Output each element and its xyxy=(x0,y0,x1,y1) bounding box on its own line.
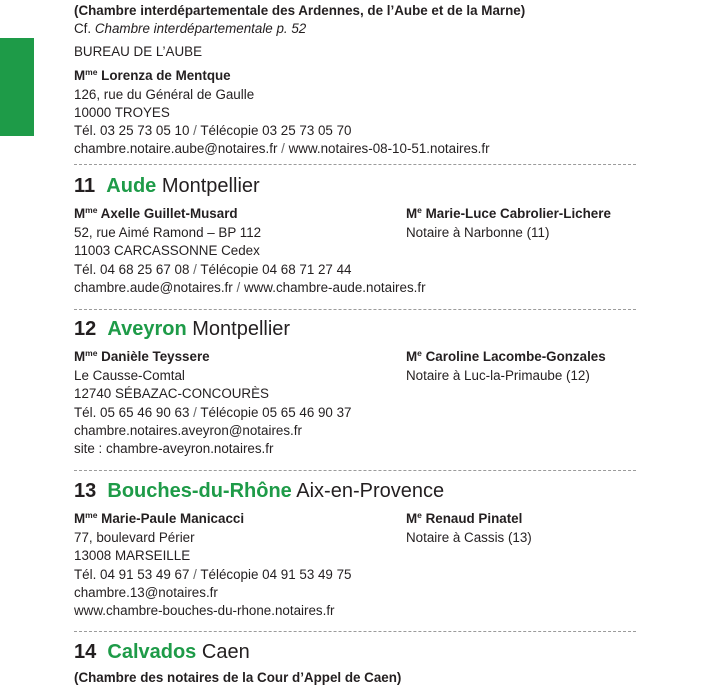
address-line: 10000 TROYES xyxy=(74,105,170,121)
section-heading: 13 Bouches-du-Rhône Aix-en-Provence xyxy=(74,480,445,502)
delegate-name: Me Renaud Pinatel xyxy=(406,510,523,526)
entry-aube-continued xyxy=(74,2,640,159)
phone-fax: Tél. 04 68 25 67 08 / Télécopie 04 68 71 27 44 xyxy=(74,261,352,277)
delegate-role: Notaire à Luc-la-Primaube (12) xyxy=(406,368,590,384)
section-tab-marker xyxy=(0,38,34,136)
chamber-note: (Chambre des notaires de la Cour d’Appel de Caen) xyxy=(74,670,402,685)
delegate-role: Notaire à Narbonne (11) xyxy=(406,225,550,241)
section-heading: 14 Calvados Caen xyxy=(74,641,250,663)
chamber-note: (Chambre interdépartementale des Ardennes, de l’Aube et de la Marne) xyxy=(74,3,526,18)
section-heading: 11 Aude Montpellier xyxy=(74,175,260,197)
divider xyxy=(74,470,636,471)
entry-bouches-du-rhone xyxy=(74,479,640,620)
entry-aveyron xyxy=(74,317,640,458)
email-link[interactable]: chambre.notaire.aube@notaires.fr xyxy=(74,141,278,157)
address-line: 13008 MARSEILLE xyxy=(74,548,191,564)
address-line: 77, boulevard Périer xyxy=(74,530,195,546)
divider xyxy=(74,631,636,632)
address-line: 126, rue du Général de Gaulle xyxy=(74,86,255,102)
entry-calvados xyxy=(74,640,640,687)
bureau-label: BUREAU DE L’AUBE xyxy=(74,44,202,60)
delegate-role: Notaire à Cassis (13) xyxy=(406,530,532,546)
president-name: $M^{me}$ Marie-Paule Manicacci xyxy=(74,510,245,526)
president-name: $M^{me}$ Axelle Guillet-Musard xyxy=(74,205,238,221)
delegate-name: Me Caroline Lacombe-Gonzales xyxy=(406,348,606,364)
delegate-name: Me Marie-Luce Cabrolier-Lichere xyxy=(406,205,611,221)
phone-fax: Tél. 05 65 46 90 63 / Télécopie 05 65 46 90 37 xyxy=(74,404,352,420)
address-line: 11003 CARCASSONNE Cedex xyxy=(74,243,260,259)
president-name: $M^{me}$ Danièle Teyssere xyxy=(74,348,210,364)
cross-reference: Cf. Chambre interdépartementale p. 52 xyxy=(74,21,307,37)
address-line: Le Causse-Comtal xyxy=(74,368,185,384)
president-name: $M^{me}$ Lorenza de Mentque xyxy=(74,66,231,83)
divider xyxy=(74,309,636,310)
website-link[interactable]: www.chambre-aude.notaires.fr xyxy=(243,279,426,295)
entry-aude xyxy=(74,174,640,297)
address-line: 12740 SÉBAZAC-CONCOURÈS xyxy=(74,386,269,402)
email-link[interactable]: chambre.aude@notaires.fr xyxy=(74,279,233,295)
website-link[interactable]: site : chambre-aveyron.notaires.fr xyxy=(74,441,274,457)
phone-fax: Tél. 04 91 53 49 67 / Télécopie 04 91 53 49 75 xyxy=(74,566,352,582)
divider xyxy=(74,164,636,165)
website-link[interactable]: www.notaires-08-10-51.notaires.fr xyxy=(288,141,490,157)
email-link[interactable]: chambre.notaires.aveyron@notaires.fr xyxy=(74,422,302,438)
website-link[interactable]: www.chambre-bouches-du-rhone.notaires.fr xyxy=(74,603,335,619)
address-line: 52, rue Aimé Ramond – BP 112 xyxy=(74,225,262,241)
phone-fax: Tél. 03 25 73 05 10 / Télécopie 03 25 73 05 70 xyxy=(74,123,352,139)
contact-links: chambre.aude@notaires.fr / www.chambre-aude.notaires.fr xyxy=(74,279,426,295)
contact-links: chambre.notaire.aube@notaires.fr / www.notaires-08-10-51.notaires.fr xyxy=(74,141,490,157)
section-heading: 12 Aveyron Montpellier xyxy=(74,318,291,340)
email-link[interactable]: chambre.13@notaires.fr xyxy=(74,584,218,600)
